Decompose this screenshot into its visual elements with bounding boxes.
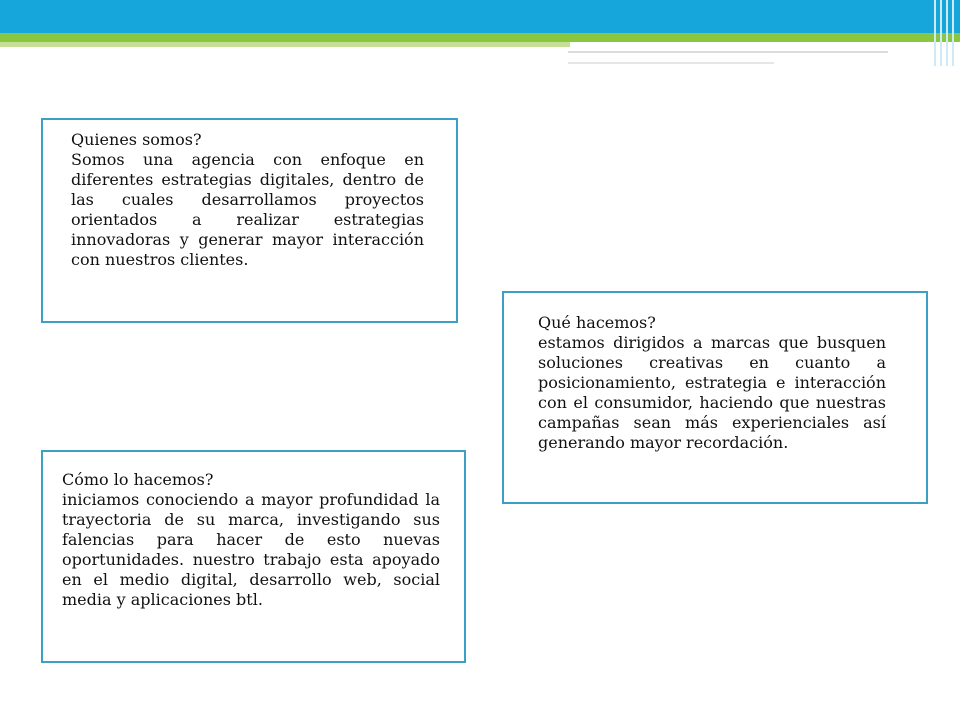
decorative-line bbox=[568, 62, 774, 64]
section-body: Somos una agencia con enfoque en diferentes estrategias digitales, dentro de las cuales desarrollamos proyectos orientados a realizar estrategias innovadoras y generar mayor interacción con nuestros clientes. bbox=[71, 150, 424, 269]
decorative-line bbox=[568, 51, 888, 53]
section-title: Quienes somos? bbox=[71, 130, 202, 149]
section-card-como-lo-hacemos bbox=[41, 450, 466, 663]
section-card-quienes-somos bbox=[41, 118, 458, 323]
decorative-stripes bbox=[930, 0, 960, 66]
top-accent-bar bbox=[0, 0, 960, 33]
light-green-accent-strip bbox=[0, 42, 570, 47]
section-title: Cómo lo hacemos? bbox=[62, 470, 214, 489]
section-title: Qué hacemos? bbox=[538, 313, 656, 332]
section-body: estamos dirigidos a marcas que busquen soluciones creativas en cuanto a posicionamiento, estrategia e interacción con el consumidor, haciendo que nuestras campañas sean más experienciales así generando mayor recordación. bbox=[538, 333, 886, 452]
section-body: iniciamos conociendo a mayor profundidad la trayectoria de su marca, investigando sus falencias para hacer de esto nuevas oportunidades. nuestro trabajo esta apoyado en el medio digital, desarrollo web, social media y aplicaciones btl. bbox=[62, 490, 440, 609]
green-accent-strip bbox=[0, 33, 960, 42]
section-card-que-hacemos bbox=[502, 291, 928, 504]
